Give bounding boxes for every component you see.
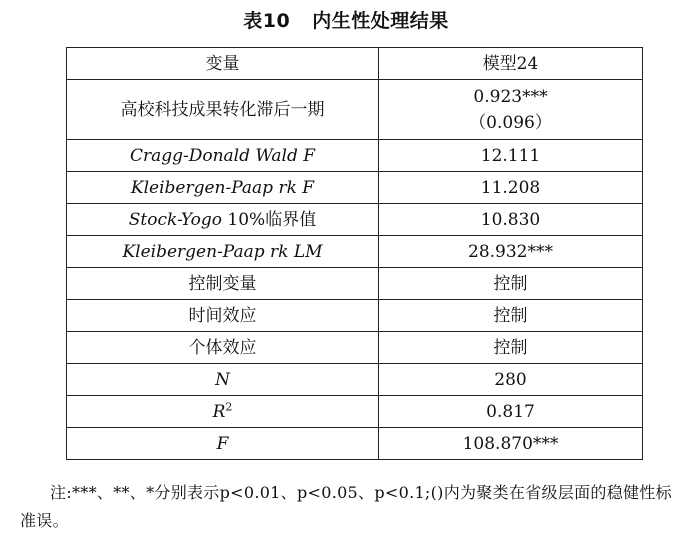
table-number: 表10 <box>243 10 291 32</box>
table-row <box>67 332 643 364</box>
table-row <box>67 172 643 204</box>
row-label: Kleibergen-Paap rk LM <box>67 236 379 268</box>
results-table <box>66 47 643 460</box>
row-label: F <box>67 428 379 460</box>
row-value: 10.830 <box>379 204 643 236</box>
table-row <box>67 80 643 140</box>
row-value: 控制 <box>379 300 643 332</box>
row-label-rest: 10%临界值 <box>222 209 317 230</box>
table-row <box>67 140 643 172</box>
coefficient-value: 0.923*** <box>473 86 548 107</box>
row-label-superscript: 2 <box>225 399 233 413</box>
table-row <box>67 428 643 460</box>
row-value: 控制 <box>379 332 643 364</box>
table-row <box>67 364 643 396</box>
row-value: 控制 <box>379 268 643 300</box>
table-row <box>67 236 643 268</box>
row-value: 280 <box>379 364 643 396</box>
row-label-italic-part: Stock-Yogo <box>128 209 222 230</box>
row-label: Kleibergen-Paap rk F <box>67 172 379 204</box>
row-label: 时间效应 <box>67 300 379 332</box>
row-value: 28.932*** <box>379 236 643 268</box>
table-note: 注:***、**、*分别表示p<0.01、p<0.05、p<0.1;()内为聚类在省级层面的稳健性标准误。 <box>20 483 672 530</box>
table-caption: 内生性处理结果 <box>312 10 449 32</box>
table-row <box>67 204 643 236</box>
row-label: 个体效应 <box>67 332 379 364</box>
standard-error-value: （0.096） <box>469 112 552 133</box>
row-value: 12.111 <box>379 140 643 172</box>
row-label-r: R <box>212 401 226 422</box>
row-label: Cragg-Donald Wald F <box>67 140 379 172</box>
row-value: 108.870*** <box>379 428 643 460</box>
row-label: 控制变量 <box>67 268 379 300</box>
table-row <box>67 268 643 300</box>
row-label <box>67 204 379 236</box>
row-value: 0.817 <box>379 396 643 428</box>
header-variable: 变量 <box>67 48 379 80</box>
row-label: N <box>67 364 379 396</box>
row-label <box>67 396 379 428</box>
row-label: 高校科技成果转化滞后一期 <box>67 80 379 140</box>
table-title <box>0 6 692 33</box>
table-header-row <box>67 48 643 80</box>
table-row <box>67 396 643 428</box>
table-row <box>67 300 643 332</box>
row-value-cell <box>379 80 643 140</box>
header-model: 模型24 <box>379 48 643 80</box>
row-value: 11.208 <box>379 172 643 204</box>
